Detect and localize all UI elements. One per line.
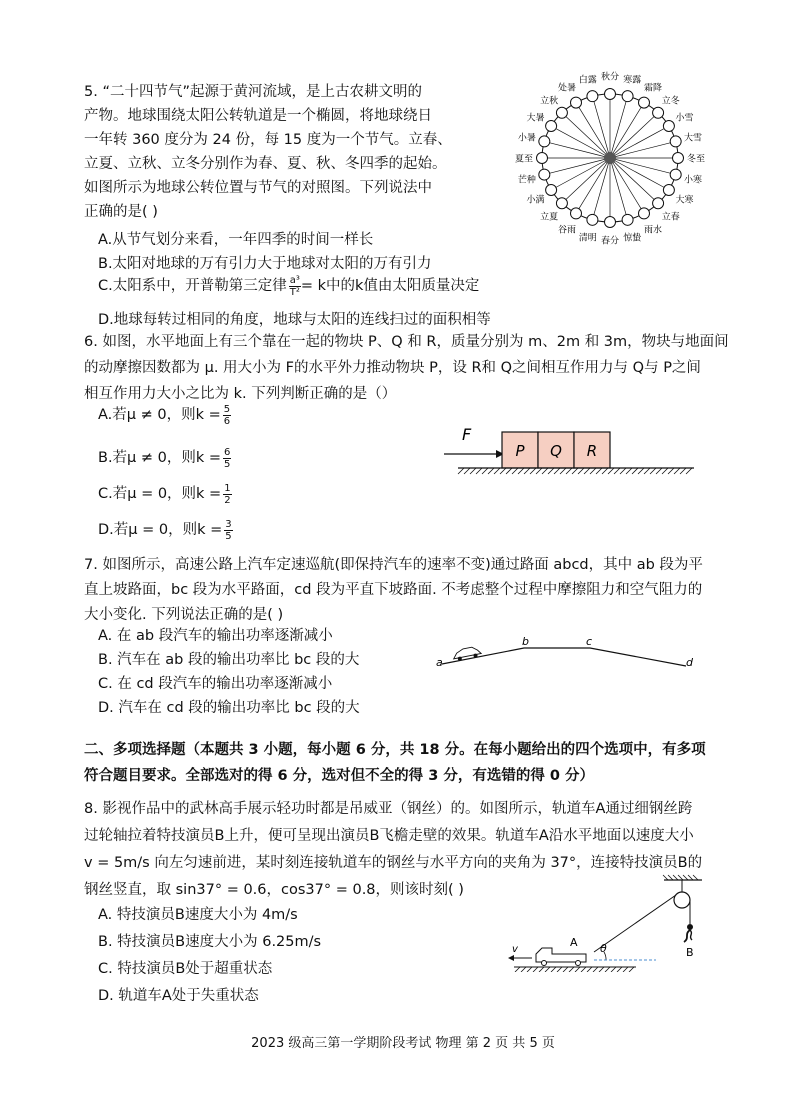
- earth-position-icon: [556, 107, 567, 118]
- q6-line: 6. 如图，水平地面上有三个靠在一起的物块 P、Q 和 R，质量分别为 m、2m 和 3m，物块与地面间: [84, 334, 729, 350]
- hatch-mark: [602, 468, 608, 474]
- hatch-mark: [683, 875, 688, 880]
- frac-num: 1: [224, 482, 231, 494]
- orbit-spoke: [592, 96, 610, 158]
- hatch-mark: [518, 468, 524, 474]
- q6-fraction: [224, 519, 232, 542]
- solar-term-label: 大雪: [684, 133, 703, 144]
- hatch-mark: [693, 875, 698, 880]
- wire-rig-diagram: [506, 872, 706, 972]
- hatch-mark: [488, 468, 494, 474]
- earth-position-icon: [622, 91, 633, 102]
- q5-fraction-den: T²: [289, 286, 300, 298]
- solar-term-label: 雨水: [643, 225, 663, 236]
- rail-car-icon: [536, 948, 586, 966]
- hatch-mark: [662, 468, 668, 474]
- frac-num: 5: [223, 403, 231, 415]
- earth-position-icon: [556, 198, 567, 209]
- hatch-mark: [638, 468, 644, 474]
- orbit-spoke: [610, 158, 644, 213]
- ground-hatch: [458, 468, 692, 474]
- hatch-mark: [536, 468, 542, 474]
- hatch-mark: [515, 967, 520, 972]
- hatch-mark: [575, 967, 580, 972]
- hatch-mark: [557, 967, 562, 972]
- hatch-mark: [623, 967, 628, 972]
- solar-term-label: 小暑: [517, 133, 536, 144]
- hatch-mark: [539, 967, 544, 972]
- solar-term-label: 秋分: [600, 72, 620, 83]
- earth-position-icon: [653, 198, 664, 209]
- blocks-diagram: [436, 422, 698, 482]
- arrow-head-icon: [508, 955, 514, 961]
- earth-position-icon: [539, 136, 550, 147]
- solar-term-label: 谷雨: [557, 225, 577, 236]
- earth-position-icon: [571, 97, 582, 108]
- q6-option-d: [98, 518, 233, 542]
- hatch-mark: [614, 468, 620, 474]
- earth-position-icon: [622, 214, 633, 225]
- hatch-mark: [554, 468, 560, 474]
- hatch-mark: [632, 468, 638, 474]
- q8-option-b: B. 特技演员B速度大小为 6.25m/s: [98, 934, 322, 950]
- earth-position-icon: [571, 208, 582, 219]
- force-label: F: [462, 425, 472, 444]
- q8-line: 钢丝竖直，取 sin37° = 0.6，cos37° = 0.8，则该时刻( ): [84, 882, 464, 898]
- solar-term-label: 夏至: [514, 154, 534, 165]
- hatch-mark: [668, 875, 673, 880]
- block-r-label: R: [586, 442, 598, 460]
- q5-option-c-text: C.太阳系中，开普勒第三定律: [98, 278, 287, 294]
- q5-line: 产物。地球围绕太阳公转轨道是一个椭圆，将地球绕日: [84, 108, 432, 124]
- q6-option-text: A.若μ ≠ 0，则k =: [98, 407, 221, 423]
- pulley-icon: [674, 892, 690, 908]
- q6-option-b: [98, 446, 231, 470]
- hatch-mark: [512, 468, 518, 474]
- performer-label: B: [686, 946, 694, 959]
- orbit-spoke: [610, 113, 658, 158]
- hatch-mark: [644, 468, 650, 474]
- hatch-mark: [548, 468, 554, 474]
- q7-option-c: C. 在 cd 段汽车的输出功率逐渐减小: [98, 676, 333, 692]
- solar-term-label: 小满: [526, 195, 545, 206]
- hatch-mark: [521, 967, 526, 972]
- solar-term-label: 小寒: [684, 175, 703, 186]
- q6-stem: [84, 330, 729, 406]
- q8-line: 过轮轴拉着特技演员B上升，便可呈现出演员B飞檐走壁的效果。轨道车A沿水平地面以速度大小: [84, 828, 694, 844]
- q6-option-text: C.若μ = 0，则k =: [98, 486, 222, 502]
- hatch-mark: [476, 468, 482, 474]
- hatch-mark: [663, 875, 668, 880]
- q8-option-d: D. 轨道车A处于失重状态: [98, 988, 259, 1004]
- q5-option-c-suffix: = k中的k值由太阳质量决定: [300, 278, 480, 294]
- hatch-mark: [617, 967, 622, 972]
- hatch-mark: [578, 468, 584, 474]
- ground-hatch: [515, 967, 634, 972]
- solar-term-label: 芒种: [517, 175, 536, 186]
- earth-position-icon: [605, 89, 616, 100]
- hatch-mark: [626, 468, 632, 474]
- frac-den: 2: [224, 494, 231, 506]
- orbit-spoke: [610, 158, 628, 220]
- orbit-spoke: [610, 103, 644, 158]
- hatch-mark: [587, 967, 592, 972]
- frac-num: 3: [225, 518, 232, 530]
- solar-term-label: 寒露: [623, 75, 642, 86]
- q7-line: 直上坡路面，bc 段为水平路面，cd 段为平直下坡路面. 不考虑整个过程中摩擦阻力和空气阻力的: [84, 582, 703, 598]
- hatch-mark: [584, 468, 590, 474]
- hatch-mark: [674, 468, 680, 474]
- q6-line: 相互作用力大小之比为 k. 下列判断正确的是（）: [84, 386, 397, 402]
- hatch-mark: [542, 468, 548, 474]
- earth-position-icon: [663, 185, 674, 196]
- q8-line: v = 5m/s 向左匀速前进，某时刻连接轨道车的钢丝与水平方向的夹角为 37°，连接特技演员B的: [84, 855, 703, 871]
- solar-term-label: 立夏: [540, 212, 559, 223]
- hatch-mark: [524, 468, 530, 474]
- hatch-mark: [551, 967, 556, 972]
- earth-position-icon: [639, 208, 650, 219]
- q5-option-c: [98, 274, 479, 298]
- q6-line: 的动摩擦因数都为 μ. 用大小为 F的水平外力推动物块 P，设 R和 Q之间相互作用力与 Q与 P之间: [84, 360, 701, 376]
- earth-position-icon: [653, 107, 664, 118]
- frac-den: 5: [224, 458, 231, 470]
- point-c-label: c: [586, 636, 593, 648]
- point-a-label: a: [436, 656, 443, 669]
- hatch-mark: [458, 468, 464, 474]
- q5-kepler-fraction: [289, 275, 301, 298]
- hatch-mark: [596, 468, 602, 474]
- earth-position-icon: [539, 169, 550, 180]
- hatch-mark: [569, 967, 574, 972]
- q6-fraction: [223, 404, 231, 427]
- earth-position-icon: [663, 121, 674, 132]
- solar-term-label: 春分: [600, 236, 620, 247]
- angle-label: θ: [600, 942, 607, 955]
- frac-num: 6: [224, 446, 231, 458]
- orbit-spoke: [562, 158, 610, 203]
- q7-line: 大小变化. 下列说法正确的是( ): [84, 607, 284, 623]
- hatch-mark: [605, 967, 610, 972]
- orbit-spoke: [544, 158, 610, 175]
- hatch-mark: [599, 967, 604, 972]
- earth-position-icon: [587, 214, 598, 225]
- solar-term-label: 清明: [578, 233, 597, 244]
- orbit-spoke: [610, 141, 676, 158]
- q7-option-d: D. 汽车在 cd 段的输出功率比 bc 段的大: [98, 700, 360, 716]
- solar-terms-diagram: [464, 62, 710, 258]
- orbit-spoke: [610, 158, 658, 203]
- page-footer: 2023 级高三第一学期阶段考试 物理 第 2 页 共 5 页: [251, 1036, 555, 1051]
- car-label: A: [570, 936, 578, 949]
- frac-den: 5: [225, 530, 232, 542]
- solar-term-label: 惊蛰: [623, 233, 642, 244]
- solar-term-label: 立秋: [540, 96, 559, 107]
- section-2-line: 符合题目要求。全部选对的得 6 分，选对但不全的得 3 分，有选错的得 0 分）: [84, 768, 595, 784]
- hatch-mark: [506, 468, 512, 474]
- q6-fraction: [223, 447, 231, 470]
- section-2-line: 二、多项选择题（本题共 3 小题，每小题 6 分，共 18 分。在每小题给出的四个选项中，有多项: [84, 742, 706, 758]
- solar-term-label: 大寒: [675, 195, 694, 206]
- solar-term-label: 立春: [661, 212, 680, 223]
- orbit-spoke: [610, 96, 628, 158]
- q6-option-text: B.若μ ≠ 0，则k =: [98, 450, 222, 466]
- sun-icon: [604, 152, 616, 164]
- q5-line: 一年转 360 度分为 24 份，每 15 度为一个节气。立春、: [84, 132, 452, 148]
- q6-option-a: [98, 403, 231, 427]
- q8-line: 8. 影视作品中的武林高手展示轻功时都是吊威亚（钢丝）的。如图所示，轨道车A通过细钢丝跨: [84, 801, 693, 817]
- q5-option-a: A.从节气划分来看，一年四季的时间一样长: [98, 232, 374, 248]
- velocity-label: v: [512, 944, 518, 955]
- q7-stem: [84, 553, 703, 627]
- earth-position-icon: [670, 169, 681, 180]
- q6-option-c: [98, 482, 232, 506]
- section-2-heading: [84, 738, 706, 788]
- hatch-mark: [656, 468, 662, 474]
- hatch-mark: [545, 967, 550, 972]
- hatch-mark: [527, 967, 532, 972]
- road-diagram: [432, 636, 696, 676]
- q5-line: 正确的是( ): [84, 204, 158, 220]
- q5-option-b: B.太阳对地球的万有引力大于地球对太阳的万有引力: [98, 256, 432, 272]
- hatch-mark: [566, 468, 572, 474]
- q5-line: 5. “二十四节气”起源于黄河流域，是上古农耕文明的: [84, 84, 422, 100]
- solar-term-label: 冬至: [686, 154, 706, 165]
- hatch-mark: [590, 468, 596, 474]
- q5-option-d: D.地球每转过相同的角度，地球与太阳的连线扫过的面积相等: [98, 312, 491, 328]
- q5-line: 如图所示为地球公转位置与节气的对照图。下列说法中: [84, 180, 432, 196]
- q8-option-c: C. 特技演员B处于超重状态: [98, 961, 273, 977]
- q6-option-text: D.若μ = 0，则k =: [98, 522, 223, 538]
- hatch-mark: [533, 967, 538, 972]
- hatch-mark: [482, 468, 488, 474]
- hatch-mark: [650, 468, 656, 474]
- orbit-spoke: [551, 158, 610, 190]
- hatch-mark: [673, 875, 678, 880]
- orbit-spoke: [610, 158, 676, 175]
- earth-position-icon: [605, 217, 616, 228]
- orbit-spoke: [610, 126, 669, 158]
- earth-position-icon: [670, 136, 681, 147]
- point-b-label: b: [522, 636, 529, 648]
- orbit-spoke: [576, 158, 610, 213]
- q5-fraction-num: a³: [289, 274, 300, 286]
- earth-position-icon: [546, 121, 557, 132]
- earth-position-icon: [537, 153, 548, 164]
- hatch-mark: [494, 468, 500, 474]
- block-p-label: P: [515, 442, 525, 460]
- orbit-spoke: [576, 103, 610, 158]
- q8-option-a: A. 特技演员B速度大小为 4m/s: [98, 907, 298, 923]
- hatch-mark: [470, 468, 476, 474]
- hatch-mark: [668, 468, 674, 474]
- ceiling-hatch: [663, 875, 698, 880]
- q5-line: 立夏、立秋、立冬分别作为春、夏、秋、冬四季的起始。: [84, 156, 447, 172]
- hatch-mark: [581, 967, 586, 972]
- hatch-mark: [563, 967, 568, 972]
- orbit-spoke: [551, 126, 610, 158]
- hatch-mark: [688, 875, 693, 880]
- performer-icon: [684, 924, 693, 942]
- earth-position-icon: [639, 97, 650, 108]
- hatch-mark: [680, 468, 686, 474]
- hatch-mark: [572, 468, 578, 474]
- hatch-mark: [530, 468, 536, 474]
- solar-term-label: 霜降: [643, 83, 663, 94]
- q7-line: 7. 如图所示，高速公路上汽车定速巡航(即保持汽车的速率不变)通过路面 abcd，其中 ab 段为平: [84, 557, 703, 573]
- solar-term-label: 立冬: [661, 96, 680, 107]
- hatch-mark: [500, 468, 506, 474]
- point-d-label: d: [686, 656, 693, 669]
- orbit-spoke: [610, 158, 669, 190]
- hatch-mark: [629, 967, 634, 972]
- orbit-spoke: [544, 141, 610, 158]
- orbit-spoke: [562, 113, 610, 158]
- solar-term-label: 处暑: [557, 83, 577, 94]
- hatch-mark: [560, 468, 566, 474]
- hatch-mark: [611, 967, 616, 972]
- q7-option-b: B. 汽车在 ab 段的输出功率比 bc 段的大: [98, 652, 360, 668]
- hatch-mark: [593, 967, 598, 972]
- solar-term-label: 小雪: [675, 113, 694, 124]
- q6-fraction: [223, 483, 231, 506]
- q7-option-a: A. 在 ab 段汽车的输出功率逐渐减小: [98, 628, 333, 644]
- solar-term-label: 白露: [578, 75, 597, 86]
- solar-term-label: 大暑: [526, 113, 545, 124]
- earth-position-icon: [546, 185, 557, 196]
- earth-position-icon: [587, 91, 598, 102]
- hatch-mark: [464, 468, 470, 474]
- hatch-mark: [608, 468, 614, 474]
- orbit-spoke: [592, 158, 610, 220]
- frac-den: 6: [223, 415, 231, 427]
- hatch-mark: [620, 468, 626, 474]
- block-q-label: Q: [550, 442, 562, 460]
- earth-position-icon: [673, 153, 684, 164]
- hatch-mark: [678, 875, 683, 880]
- hatch-mark: [686, 468, 692, 474]
- q5-stem: [84, 80, 452, 224]
